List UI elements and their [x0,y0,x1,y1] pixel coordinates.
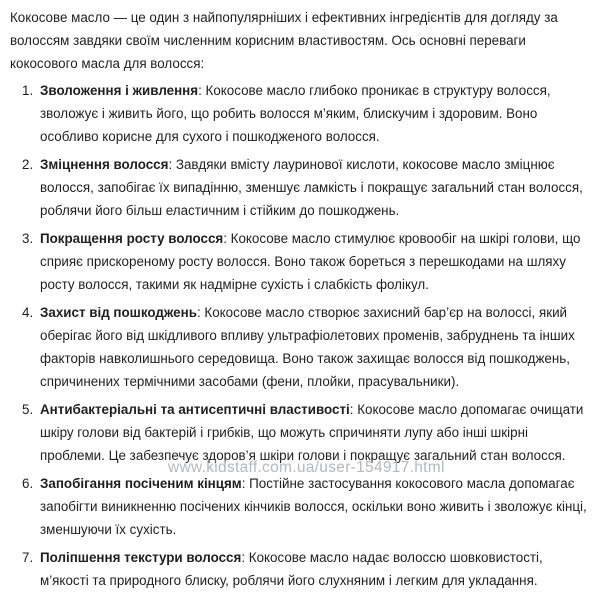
list-item [10,79,587,148]
list-item-number: 3. [22,231,34,246]
list-item-title: Запобігання посіченим кінцям [40,476,242,491]
list-item-body: : Завдяки вмісту лауринової кислоти, кокосове масло зміцнює волосся, запобігає їх випадінню, зменшує ламкість і покращує загальний стан волосся, роблячи його більш еластичним і стійким до пошкоджень. [40,157,583,218]
list-item-title: Зміцнення волосся [40,157,169,172]
list-item [10,546,587,592]
list-item-title: Захист від пошкоджень [40,305,197,320]
list-item-title: Покращення росту волосся [40,231,224,246]
watermark-url: www.kidstaff.com.ua/user-154917.html [168,459,445,476]
benefits-list [10,79,587,592]
list-item-number: 7. [22,550,34,565]
list-item-body: : Кокосове масло створює захисний бар’єр на волоссі, який оберігає його від шкідливого впливу ультрафіолетових променів, забруднень та інших факторів навколишнього середовища. Воно також захищає волосся від пошкоджень, спричинених термічними засобами (фени, плойки, прасувальники). [40,305,575,389]
list-item-body: : Постійне застосування кокосового масла допомагає запобігти виникненню посічених кінчиків волосся, оскільки воно живить і зволожує кінці, зменшуючи їх сухість. [40,476,587,537]
list-item-number: 1. [22,83,34,98]
list-item [10,153,587,222]
list-item-title: Зволоження і живлення [40,83,199,98]
list-item [10,398,587,467]
list-item-number: 2. [22,157,34,172]
intro-paragraph: Кокосове масло — це один з найпопулярніших і ефективних інгредієнтів для догляду за волоссям завдяки своїм численним корисним властивостям. Ось основні переваги кокосового масла для волосся: [10,10,558,71]
list-item-body: : Кокосове масло надає волоссю шовковистості, м’якості та природного блиску, роблячи його слухняним і легким для укладання. [40,550,543,588]
list-item [10,227,587,296]
list-item-title: Поліпшення текстури волосся [40,550,242,565]
list-item-body: : Кокосове масло допомагає очищати шкіру голови від бактерій і грибків, що можуть спричиняти лупу або інші шкірні проблеми. Це забезпечує здоров’я шкіри голови і покращує загальний стан волосся. [40,402,584,463]
list-item-body: : Кокосове масло стимулює кровообіг на шкірі голови, що сприяє прискореному росту волосся. Воно також бореться з перешкодами на шляху росту волосся, такими як надмірне сухість і слабкість фолікул. [40,231,581,292]
list-item-number: 4. [22,305,34,320]
list-item [10,301,587,393]
list-item [10,472,587,541]
list-item-number: 6. [22,476,34,491]
list-item-body: : Кокосове масло глибоко проникає в структуру волосся, зволожує і живить його, що робить волосся м’яким, блискучим і здоровим. Воно особливо корисне для сухого і пошкодженого волосся. [40,83,551,144]
list-item-number: 5. [22,402,34,417]
list-item-title: Антибактеріальні та антисептичні властивості [40,402,350,417]
